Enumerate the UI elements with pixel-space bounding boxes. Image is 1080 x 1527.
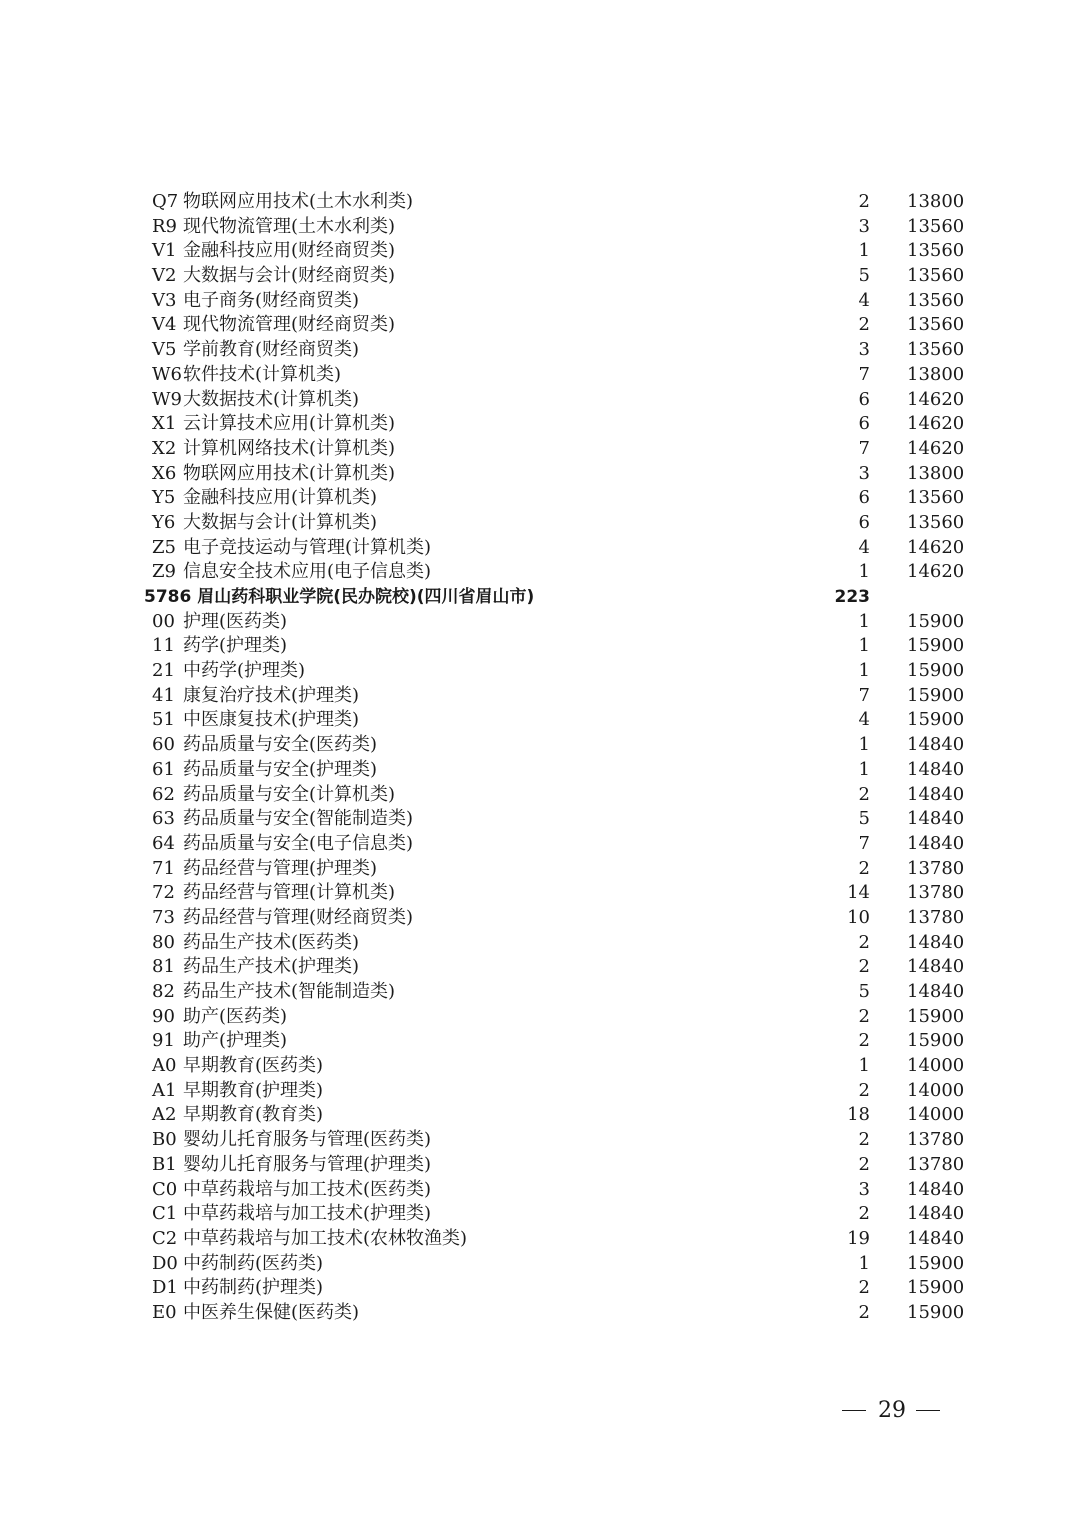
major-row: [0, 264, 1080, 289]
tuition-fee: 14000: [907, 1079, 965, 1101]
major-code: V3: [152, 289, 177, 311]
tuition-fee: 13560: [907, 215, 965, 237]
planned-count: 10: [847, 906, 870, 928]
planned-count: 2: [858, 1079, 870, 1101]
major-code: 00: [152, 610, 175, 632]
planned-count: 1: [858, 561, 870, 583]
major-code: Q7: [152, 191, 179, 212]
planned-count: 6: [858, 388, 870, 410]
major-code: 91: [152, 1030, 175, 1052]
planned-count: 7: [858, 684, 870, 706]
major-row: [0, 338, 1080, 363]
major-name: 中医康复技术(护理类): [183, 709, 360, 731]
major-name: 金融科技应用(财经商贸类): [183, 240, 396, 262]
page-number: 29: [878, 1398, 906, 1423]
major-row: [0, 807, 1080, 832]
tuition-fee: 14840: [907, 956, 965, 978]
major-name: 婴幼儿托育服务与管理(护理类): [183, 1153, 432, 1175]
previous-school-majors: [0, 190, 1080, 585]
major-code: D0: [152, 1252, 178, 1274]
major-name: 婴幼儿托育服务与管理(医药类): [183, 1129, 432, 1151]
major-name: 计算机网络技术(计算机类): [183, 437, 396, 459]
major-code: W6: [152, 363, 182, 385]
planned-count: 2: [858, 931, 870, 953]
major-name: 金融科技应用(计算机类): [183, 487, 378, 509]
tuition-fee: 13560: [907, 511, 965, 533]
planned-count: 6: [858, 487, 870, 509]
tuition-fee: 15900: [907, 660, 965, 682]
major-code: 82: [152, 981, 175, 1002]
major-code: 41: [152, 684, 175, 706]
major-name: 现代物流管理(土木水利类): [183, 215, 396, 237]
planned-count: 4: [858, 536, 870, 558]
school-header-row: [0, 585, 1080, 610]
tuition-fee: 14620: [907, 388, 965, 410]
major-row: [0, 536, 1080, 561]
planned-count: 5: [858, 808, 870, 830]
school-majors: [0, 610, 1080, 1326]
major-code: 11: [152, 635, 175, 657]
major-name: 中草药栽培与加工技术(农林牧渔类): [183, 1227, 468, 1249]
major-name: 药品生产技术(护理类): [183, 956, 360, 978]
major-code: X2: [152, 437, 177, 459]
major-row: [0, 1153, 1080, 1178]
major-name: 大数据与会计(计算机类): [183, 511, 378, 533]
major-row: [0, 1103, 1080, 1128]
tuition-fee: 13560: [907, 265, 965, 287]
tuition-fee: 14620: [907, 536, 965, 558]
major-code: 80: [152, 931, 175, 953]
major-row: [0, 511, 1080, 536]
major-row: [0, 857, 1080, 882]
planned-count: 1: [858, 635, 870, 657]
tuition-fee: 14840: [907, 981, 965, 1002]
major-row: [0, 363, 1080, 388]
major-code: 73: [152, 906, 175, 928]
major-row: [0, 1054, 1080, 1079]
major-code: 21: [152, 660, 175, 682]
major-name: 早期教育(护理类): [183, 1079, 324, 1101]
major-row: [0, 881, 1080, 906]
major-name: 中药制药(医药类): [183, 1252, 324, 1274]
major-row: [0, 931, 1080, 956]
major-name: 助产(护理类): [183, 1030, 288, 1052]
major-name: 现代物流管理(财经商贸类): [183, 314, 396, 336]
major-code: B0: [152, 1129, 177, 1151]
tuition-fee: 14840: [907, 832, 965, 854]
major-code: 61: [152, 758, 175, 780]
school-total-plan: 223: [834, 587, 870, 607]
major-name: 中草药栽培与加工技术(护理类): [183, 1203, 432, 1225]
tuition-fee: 13560: [907, 289, 965, 311]
planned-count: 7: [858, 363, 870, 385]
planned-count: 2: [858, 1203, 870, 1225]
major-name: 药品经营与管理(计算机类): [183, 882, 396, 904]
major-code: 64: [152, 832, 175, 854]
major-row: [0, 610, 1080, 635]
major-name: 护理(医药类): [183, 610, 288, 632]
planned-count: 18: [847, 1104, 870, 1126]
tuition-fee: 13780: [907, 1129, 965, 1151]
tuition-fee: 14840: [907, 1227, 965, 1249]
planned-count: 2: [858, 1129, 870, 1151]
major-code: 51: [152, 709, 175, 731]
major-row: [0, 832, 1080, 857]
major-row: [0, 1128, 1080, 1153]
tuition-fee: 15900: [907, 1301, 965, 1323]
major-code: E0: [152, 1301, 177, 1323]
major-name: 中药制药(护理类): [183, 1277, 324, 1299]
planned-count: 1: [858, 660, 870, 682]
planned-count: 1: [858, 734, 870, 756]
tuition-fee: 15900: [907, 1277, 965, 1299]
planned-count: 14: [847, 882, 870, 904]
tuition-fee: 14840: [907, 758, 965, 780]
planned-count: 6: [858, 511, 870, 533]
major-code: D1: [152, 1277, 178, 1299]
tuition-fee: 14840: [907, 734, 965, 756]
enrollment-table: [0, 190, 1080, 1326]
major-code: X6: [152, 462, 177, 484]
major-code: X1: [152, 413, 177, 435]
major-row: [0, 313, 1080, 338]
major-name: 物联网应用技术(土木水利类): [183, 191, 414, 212]
page-footer: [0, 1396, 1080, 1426]
major-row: [0, 1079, 1080, 1104]
tuition-fee: 14840: [907, 1203, 965, 1225]
major-row: [0, 1227, 1080, 1252]
planned-count: 4: [858, 709, 870, 731]
tuition-fee: 15900: [907, 610, 965, 632]
major-code: 72: [152, 882, 175, 904]
major-row: [0, 708, 1080, 733]
major-row: [0, 733, 1080, 758]
planned-count: 6: [858, 413, 870, 435]
planned-count: 7: [858, 832, 870, 854]
major-code: B1: [152, 1153, 177, 1175]
major-name: 中草药栽培与加工技术(医药类): [183, 1178, 432, 1200]
major-row: [0, 239, 1080, 264]
major-code: Z5: [152, 536, 176, 558]
tuition-fee: 14840: [907, 808, 965, 830]
major-name: 学前教育(财经商贸类): [183, 339, 360, 361]
planned-count: 2: [858, 191, 870, 212]
tuition-fee: 13560: [907, 314, 965, 336]
planned-count: 3: [858, 339, 870, 361]
tuition-fee: 14840: [907, 1178, 965, 1200]
major-row: [0, 1301, 1080, 1326]
major-code: R9: [152, 215, 178, 237]
major-name: 信息安全技术应用(电子信息类): [183, 561, 432, 583]
major-code: 60: [152, 734, 175, 756]
major-code: 71: [152, 857, 175, 879]
tuition-fee: 13560: [907, 487, 965, 509]
planned-count: 1: [858, 240, 870, 262]
major-row: [0, 1252, 1080, 1277]
planned-count: 2: [858, 857, 870, 879]
major-code: 90: [152, 1005, 175, 1027]
tuition-fee: 15900: [907, 709, 965, 731]
major-row: [0, 1005, 1080, 1030]
major-row: [0, 659, 1080, 684]
major-name: 电子商务(财经商贸类): [183, 289, 360, 311]
major-name: 药品质量与安全(智能制造类): [183, 808, 414, 830]
major-name: 药品质量与安全(医药类): [183, 734, 378, 756]
major-code: A2: [152, 1104, 177, 1126]
major-row: [0, 1202, 1080, 1227]
tuition-fee: 15900: [907, 1005, 965, 1027]
planned-count: 3: [858, 462, 870, 484]
planned-count: 7: [858, 437, 870, 459]
major-code: 62: [152, 783, 175, 805]
major-name: 早期教育(教育类): [183, 1104, 324, 1126]
tuition-fee: 14840: [907, 783, 965, 805]
planned-count: 2: [858, 783, 870, 805]
major-name: 物联网应用技术(计算机类): [183, 462, 396, 484]
tuition-fee: 13780: [907, 882, 965, 904]
major-row: [0, 783, 1080, 808]
major-row: [0, 388, 1080, 413]
major-row: [0, 1029, 1080, 1054]
major-code: C1: [152, 1203, 178, 1225]
major-code: Y6: [152, 511, 176, 533]
tuition-fee: 15900: [907, 1030, 965, 1052]
planned-count: 3: [858, 1178, 870, 1200]
tuition-fee: 13560: [907, 240, 965, 262]
major-row: [0, 1276, 1080, 1301]
major-row: [0, 955, 1080, 980]
tuition-fee: 15900: [907, 1252, 965, 1274]
major-name: 软件技术(计算机类): [183, 363, 342, 385]
planned-count: 2: [858, 1005, 870, 1027]
major-row: [0, 215, 1080, 240]
major-code: V1: [152, 240, 177, 262]
major-name: 电子竞技运动与管理(计算机类): [183, 536, 432, 558]
major-code: W9: [152, 388, 182, 410]
major-name: 大数据技术(计算机类): [183, 388, 360, 410]
major-code: A1: [152, 1079, 177, 1101]
major-name: 药学(护理类): [183, 635, 288, 657]
major-code: 81: [152, 956, 175, 978]
major-name: 中药学(护理类): [183, 660, 306, 682]
major-row: [0, 906, 1080, 931]
planned-count: 2: [858, 956, 870, 978]
tuition-fee: 15900: [907, 635, 965, 657]
major-code: C0: [152, 1178, 178, 1200]
major-row: [0, 486, 1080, 511]
planned-count: 5: [858, 265, 870, 287]
major-row: [0, 1178, 1080, 1203]
tuition-fee: 14620: [907, 561, 965, 583]
major-name: 早期教育(医药类): [183, 1055, 324, 1077]
major-row: [0, 980, 1080, 1005]
major-code: V2: [152, 265, 177, 287]
major-code: A0: [152, 1055, 177, 1077]
planned-count: 1: [858, 1252, 870, 1274]
tuition-fee: 13780: [907, 906, 965, 928]
major-name: 大数据与会计(财经商贸类): [183, 265, 396, 287]
major-name: 药品质量与安全(计算机类): [183, 783, 396, 805]
major-code: V4: [152, 314, 177, 336]
major-code: C2: [152, 1227, 178, 1249]
planned-count: 2: [858, 314, 870, 336]
major-row: [0, 190, 1080, 215]
planned-count: 2: [858, 1301, 870, 1323]
school-name: 5786 眉山药科职业学院(民办院校)(四川省眉山市): [144, 587, 535, 607]
major-code: 63: [152, 808, 175, 830]
major-name: 药品生产技术(智能制造类): [183, 981, 396, 1002]
planned-count: 2: [858, 1153, 870, 1175]
major-name: 药品经营与管理(护理类): [183, 857, 378, 879]
major-code: Z9: [152, 561, 176, 583]
planned-count: 5: [858, 981, 870, 1002]
major-name: 药品生产技术(医药类): [183, 931, 360, 953]
major-row: [0, 412, 1080, 437]
planned-count: 1: [858, 610, 870, 632]
planned-count: 19: [847, 1227, 870, 1249]
major-code: Y5: [152, 487, 176, 509]
tuition-fee: 15900: [907, 684, 965, 706]
tuition-fee: 14840: [907, 931, 965, 953]
major-name: 云计算技术应用(计算机类): [183, 413, 396, 435]
tuition-fee: 13780: [907, 1153, 965, 1175]
tuition-fee: 13800: [907, 191, 965, 212]
planned-count: 2: [858, 1277, 870, 1299]
major-name: 药品质量与安全(护理类): [183, 758, 378, 780]
major-row: [0, 289, 1080, 314]
major-row: [0, 634, 1080, 659]
major-name: 中医养生保健(医药类): [183, 1301, 360, 1323]
major-name: 助产(医药类): [183, 1005, 288, 1027]
planned-count: 3: [858, 215, 870, 237]
major-row: [0, 560, 1080, 585]
major-code: V5: [152, 339, 177, 361]
tuition-fee: 14000: [907, 1055, 965, 1077]
footer-dash-right: [916, 1410, 940, 1411]
major-name: 药品经营与管理(财经商贸类): [183, 906, 414, 928]
major-row: [0, 758, 1080, 783]
tuition-fee: 13780: [907, 857, 965, 879]
major-row: [0, 462, 1080, 487]
tuition-fee: 14620: [907, 413, 965, 435]
major-name: 药品质量与安全(电子信息类): [183, 832, 414, 854]
major-row: [0, 437, 1080, 462]
planned-count: 1: [858, 758, 870, 780]
tuition-fee: 14620: [907, 437, 965, 459]
major-name: 康复治疗技术(护理类): [183, 684, 360, 706]
footer-dash-left: [842, 1410, 866, 1411]
major-row: [0, 684, 1080, 709]
tuition-fee: 13800: [907, 462, 965, 484]
tuition-fee: 13560: [907, 339, 965, 361]
planned-count: 4: [858, 289, 870, 311]
planned-count: 2: [858, 1030, 870, 1052]
tuition-fee: 14000: [907, 1104, 965, 1126]
tuition-fee: 13800: [907, 363, 965, 385]
planned-count: 1: [858, 1055, 870, 1077]
